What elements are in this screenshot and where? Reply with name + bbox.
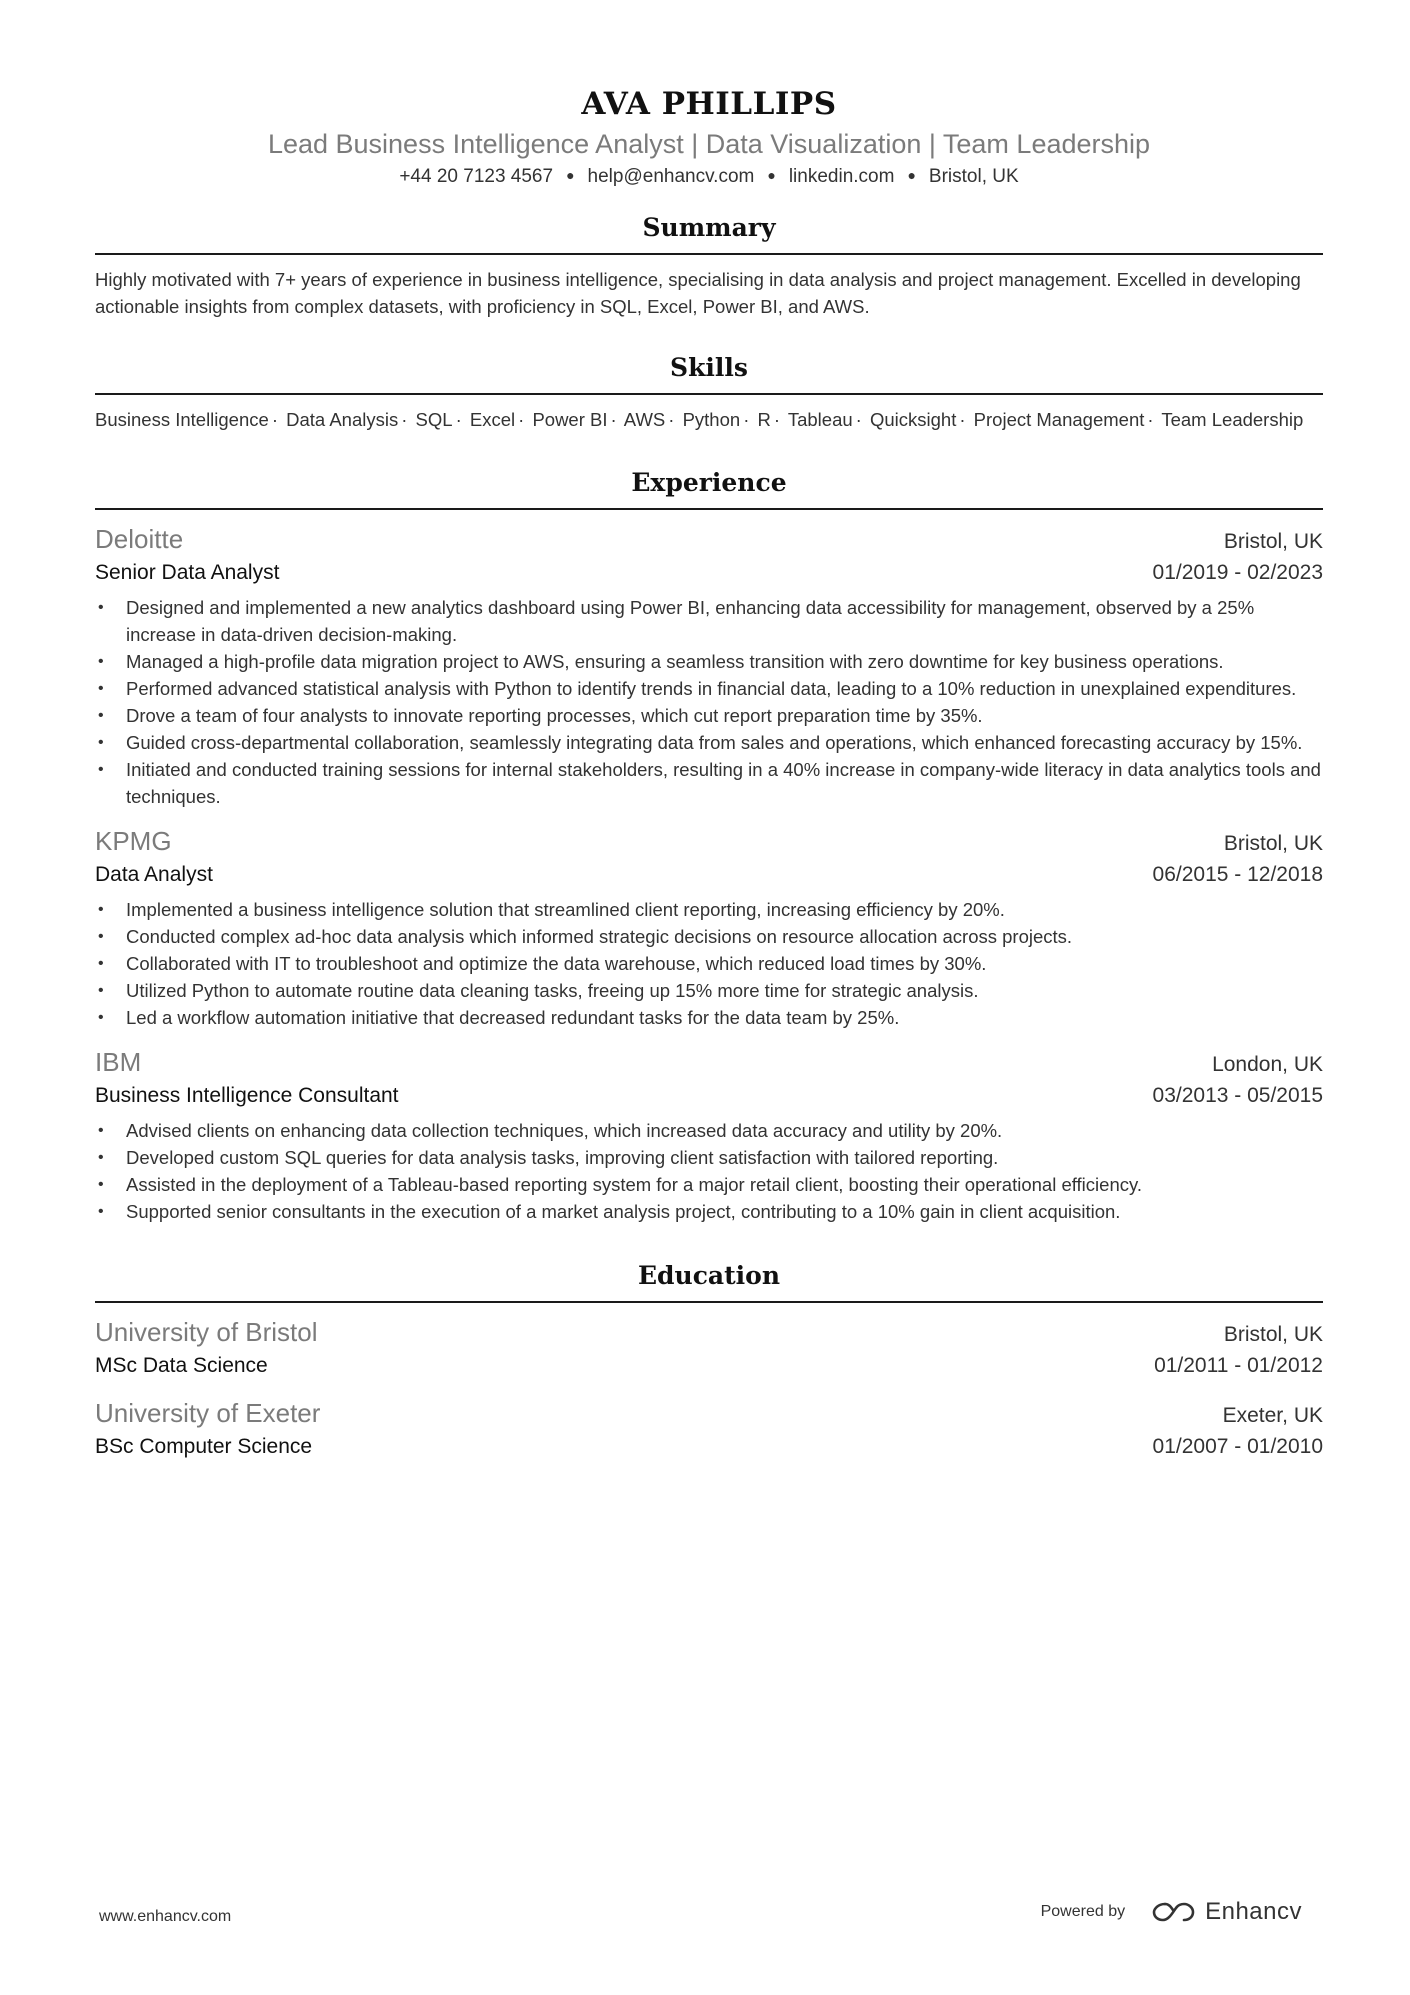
experience-entry (95, 522, 1323, 810)
contact-line (95, 164, 1323, 190)
separator-dot: ● (566, 167, 575, 183)
job-dates: 03/2013 - 05/2015 (1152, 1084, 1323, 1107)
job-dates: 06/2015 - 12/2018 (1152, 863, 1323, 886)
skill-separator: · (773, 409, 781, 430)
bullet-item: • Designed and implemented a new analytics dashboard using Power BI, enhancing data accessibility for management, observed by a 25% increase in data-driven decision-making. (95, 594, 1323, 648)
job-location: London, UK (1212, 1053, 1323, 1076)
skill-item: Tableau (787, 409, 853, 430)
job-bullets (95, 594, 1323, 810)
skills-list (95, 405, 1323, 435)
bullet-item: • Utilized Python to automate routine data cleaning tasks, freeing up 15% more time for strategic analysis. (95, 977, 1323, 1004)
bullet-item: • Developed custom SQL queries for data analysis tasks, improving client satisfaction with tailored reporting. (95, 1144, 1323, 1171)
skill-separator: · (401, 409, 408, 430)
job-dates: 01/2019 - 02/2023 (1152, 561, 1323, 584)
skill-separator: · (959, 409, 966, 430)
job-location: Bristol, UK (1223, 832, 1323, 855)
bullet-item: • Implemented a business intelligence solution that streamlined client reporting, increasing efficiency by 20%. (95, 896, 1323, 923)
skill-item: Project Management (973, 409, 1145, 430)
contact-phone: +44 20 7123 4567 (399, 166, 554, 187)
skill-item: R (757, 409, 771, 430)
bullet-item: • Drove a team of four analysts to innovate reporting processes, which cut report preparation time by 35%. (95, 702, 1323, 729)
skill-item: Quicksight (869, 409, 957, 430)
summary-section (95, 211, 1323, 320)
contact-linkedin[interactable]: linkedin.com (788, 166, 895, 187)
skill-item: Business Intelligence (95, 409, 269, 430)
skills-title: Skills (95, 351, 1323, 395)
job-bullets (95, 896, 1323, 1031)
bullet-item: • Advised clients on enhancing data collection techniques, which increased data accuracy and utility by 20%. (95, 1117, 1323, 1144)
degree-name: MSc Data Science (95, 1354, 268, 1377)
school-location: Exeter, UK (1222, 1404, 1323, 1427)
summary-text: Highly motivated with 7+ years of experience in business intelligence, specialising in data analysis and project management. Excelled in developing actionable insights from complex datasets, with proficiency in SQL, Excel, Power BI, and AWS. (95, 269, 1301, 317)
bullet-item: • Assisted in the deployment of a Tableau-based reporting system for a major retail client, boosting their operational efficiency. (95, 1171, 1323, 1198)
bullet-item: • Led a workflow automation initiative that decreased redundant tasks for the data team by 25%. (95, 1004, 1323, 1031)
enhancv-logo-icon (1151, 1900, 1197, 1924)
contact-email[interactable]: help@enhancv.com (587, 166, 755, 187)
education-dates: 01/2007 - 01/2010 (1152, 1435, 1323, 1458)
company-name: Deloitte (95, 524, 184, 554)
job-title: Business Intelligence Consultant (95, 1084, 399, 1107)
contact-location: Bristol, UK (928, 166, 1019, 187)
skill-item: SQL (415, 409, 453, 430)
candidate-name: AVA PHILLIPS (581, 86, 837, 122)
separator-dot: ● (767, 167, 776, 183)
experience-title: Experience (95, 466, 1323, 510)
school-name: University of Bristol (95, 1317, 318, 1347)
education-section (95, 1259, 1323, 1463)
experience-entry (95, 824, 1323, 1031)
school-name: University of Exeter (95, 1398, 321, 1428)
summary-title: Summary (95, 211, 1323, 255)
job-bullets (95, 1117, 1323, 1225)
skill-separator: · (668, 409, 675, 430)
brand-name: Enhancv (1205, 1898, 1302, 1925)
candidate-headline: Lead Business Intelligence Analyst | Data Visualization | Team Leadership (267, 129, 1151, 159)
skill-item: Data Analysis (286, 409, 399, 430)
company-name: IBM (95, 1047, 142, 1077)
skill-separator: · (1147, 409, 1154, 430)
bullet-item: • Collaborated with IT to troubleshoot and optimize the data warehouse, which reduced load times by 30%. (95, 950, 1323, 977)
skill-separator: · (455, 409, 462, 430)
bullet-item: • Conducted complex ad-hoc data analysis which informed strategic decisions on resource allocation across projects. (95, 923, 1323, 950)
education-entry (95, 1396, 1323, 1463)
bullet-item: • Supported senior consultants in the execution of a market analysis project, contributing to a 10% gain in client acquisition. (95, 1198, 1323, 1225)
separator-dot: ● (907, 167, 916, 183)
skill-separator: · (610, 409, 617, 430)
job-location: Bristol, UK (1223, 530, 1323, 553)
skill-item: Excel (469, 409, 516, 430)
education-entry (95, 1315, 1323, 1382)
skill-item: AWS (623, 409, 666, 430)
education-dates: 01/2011 - 01/2012 (1154, 1354, 1323, 1377)
company-name: KPMG (95, 826, 172, 856)
skill-separator: · (518, 409, 525, 430)
skill-item: Power BI (532, 409, 608, 430)
degree-name: BSc Computer Science (95, 1435, 313, 1458)
powered-by-label: Powered by (1040, 1903, 1126, 1920)
skill-item: Team Leadership (1161, 409, 1304, 430)
job-title: Senior Data Analyst (95, 561, 280, 584)
skills-section (95, 351, 1323, 435)
bullet-item: • Guided cross-departmental collaboration, seamlessly integrating data from sales and operations, which enhanced forecasting accuracy by 15%. (95, 729, 1323, 756)
resume-page (95, 0, 1323, 1463)
bullet-item: • Performed advanced statistical analysis with Python to identify trends in financial data, leading to a 10% reduction in unexplained expenditures. (95, 675, 1323, 702)
skill-separator: · (855, 409, 862, 430)
experience-entry (95, 1045, 1323, 1225)
school-location: Bristol, UK (1223, 1323, 1323, 1346)
education-title: Education (95, 1259, 1323, 1303)
resume-header (95, 0, 1323, 190)
bullet-item: • Managed a high-profile data migration project to AWS, ensuring a seamless transition with zero downtime for key business operations. (95, 648, 1323, 675)
brand-logo[interactable] (1151, 1898, 1302, 1926)
skill-separator: · (743, 409, 750, 430)
experience-section (95, 466, 1323, 1225)
bullet-item: • Initiated and conducted training sessions for internal stakeholders, resulting in a 40% increase in company-wide literacy in data analytics tools and techniques. (95, 756, 1323, 810)
footer-branding (1041, 1898, 1302, 1926)
skill-item: Python (682, 409, 741, 430)
job-title: Data Analyst (95, 863, 213, 886)
skill-separator: · (271, 409, 278, 430)
footer-website[interactable]: www.enhancv.com (99, 1908, 232, 1925)
